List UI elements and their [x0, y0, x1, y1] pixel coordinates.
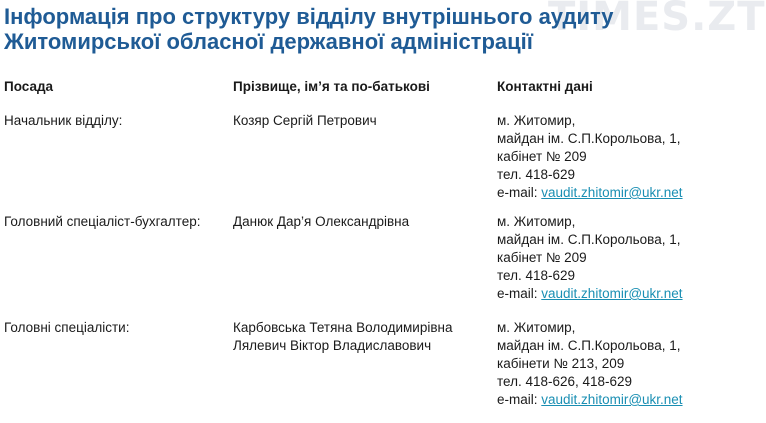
contact-phone: тел. 418-626, 418-629: [497, 374, 633, 389]
contact-street: майдан ім. С.П.Корольова, 1,: [497, 131, 681, 146]
contacts-cell: [497, 213, 704, 319]
name-cell: [233, 319, 497, 409]
table-row: [4, 213, 704, 319]
employee-name: Козяр Сергій Петрович: [233, 113, 377, 128]
email-label: e-mail:: [497, 185, 538, 200]
name-cell: [233, 112, 497, 213]
email-link[interactable]: vaudit.zhitomir@ukr.net: [541, 185, 683, 200]
column-header-contacts: Контактні дані: [497, 79, 593, 94]
contact-room: кабінет № 209: [497, 250, 587, 265]
table-row: [4, 112, 704, 213]
position-cell: Головний спеціаліст-бухгалтер:: [4, 214, 201, 229]
contact-street: майдан ім. С.П.Корольова, 1,: [497, 232, 681, 247]
page-title: [4, 4, 694, 54]
contact-email-line: [497, 285, 704, 303]
table-header-row: [4, 78, 704, 112]
employee-name: Данюк Дар’я Олександрівна: [233, 214, 410, 229]
email-link[interactable]: vaudit.zhitomir@ukr.net: [541, 286, 683, 301]
contact-street: майдан ім. С.П.Корольова, 1,: [497, 338, 681, 353]
page-title-line-1: Інформація про структуру відділу внутрішнього аудиту: [4, 4, 614, 29]
name-cell: [233, 213, 497, 319]
staff-table: [4, 78, 704, 409]
contact-city: м. Житомир,: [497, 320, 576, 335]
site-watermark: TIMES.ZT: [548, 0, 766, 40]
table-row: [4, 319, 704, 409]
contact-phone: тел. 418-629: [497, 167, 576, 182]
position-cell: Начальник відділу:: [4, 113, 123, 128]
contacts-cell: [497, 319, 704, 409]
position-cell: Головні спеціалісти:: [4, 320, 130, 335]
email-link[interactable]: vaudit.zhitomir@ukr.net: [541, 392, 683, 407]
contact-email-line: [497, 391, 704, 409]
email-label: e-mail:: [497, 286, 538, 301]
contact-phone: тел. 418-629: [497, 268, 576, 283]
contacts-cell: [497, 112, 704, 213]
contact-city: м. Житомир,: [497, 113, 576, 128]
column-header-name: Прізвище, ім’я та по-батькові: [233, 79, 430, 94]
employee-name: Карбовська Тетяна Володимирівна: [233, 320, 453, 335]
employee-name: Лялевич Віктор Владиславович: [233, 338, 432, 353]
contact-room: кабінети № 213, 209: [497, 356, 625, 371]
contact-email-line: [497, 184, 704, 202]
contact-room: кабінет № 209: [497, 149, 587, 164]
page-title-line-2: Житомирської обласної державної адміністрації: [4, 29, 533, 54]
column-header-position: Посада: [4, 79, 54, 94]
contact-city: м. Житомир,: [497, 214, 576, 229]
email-label: e-mail:: [497, 392, 538, 407]
